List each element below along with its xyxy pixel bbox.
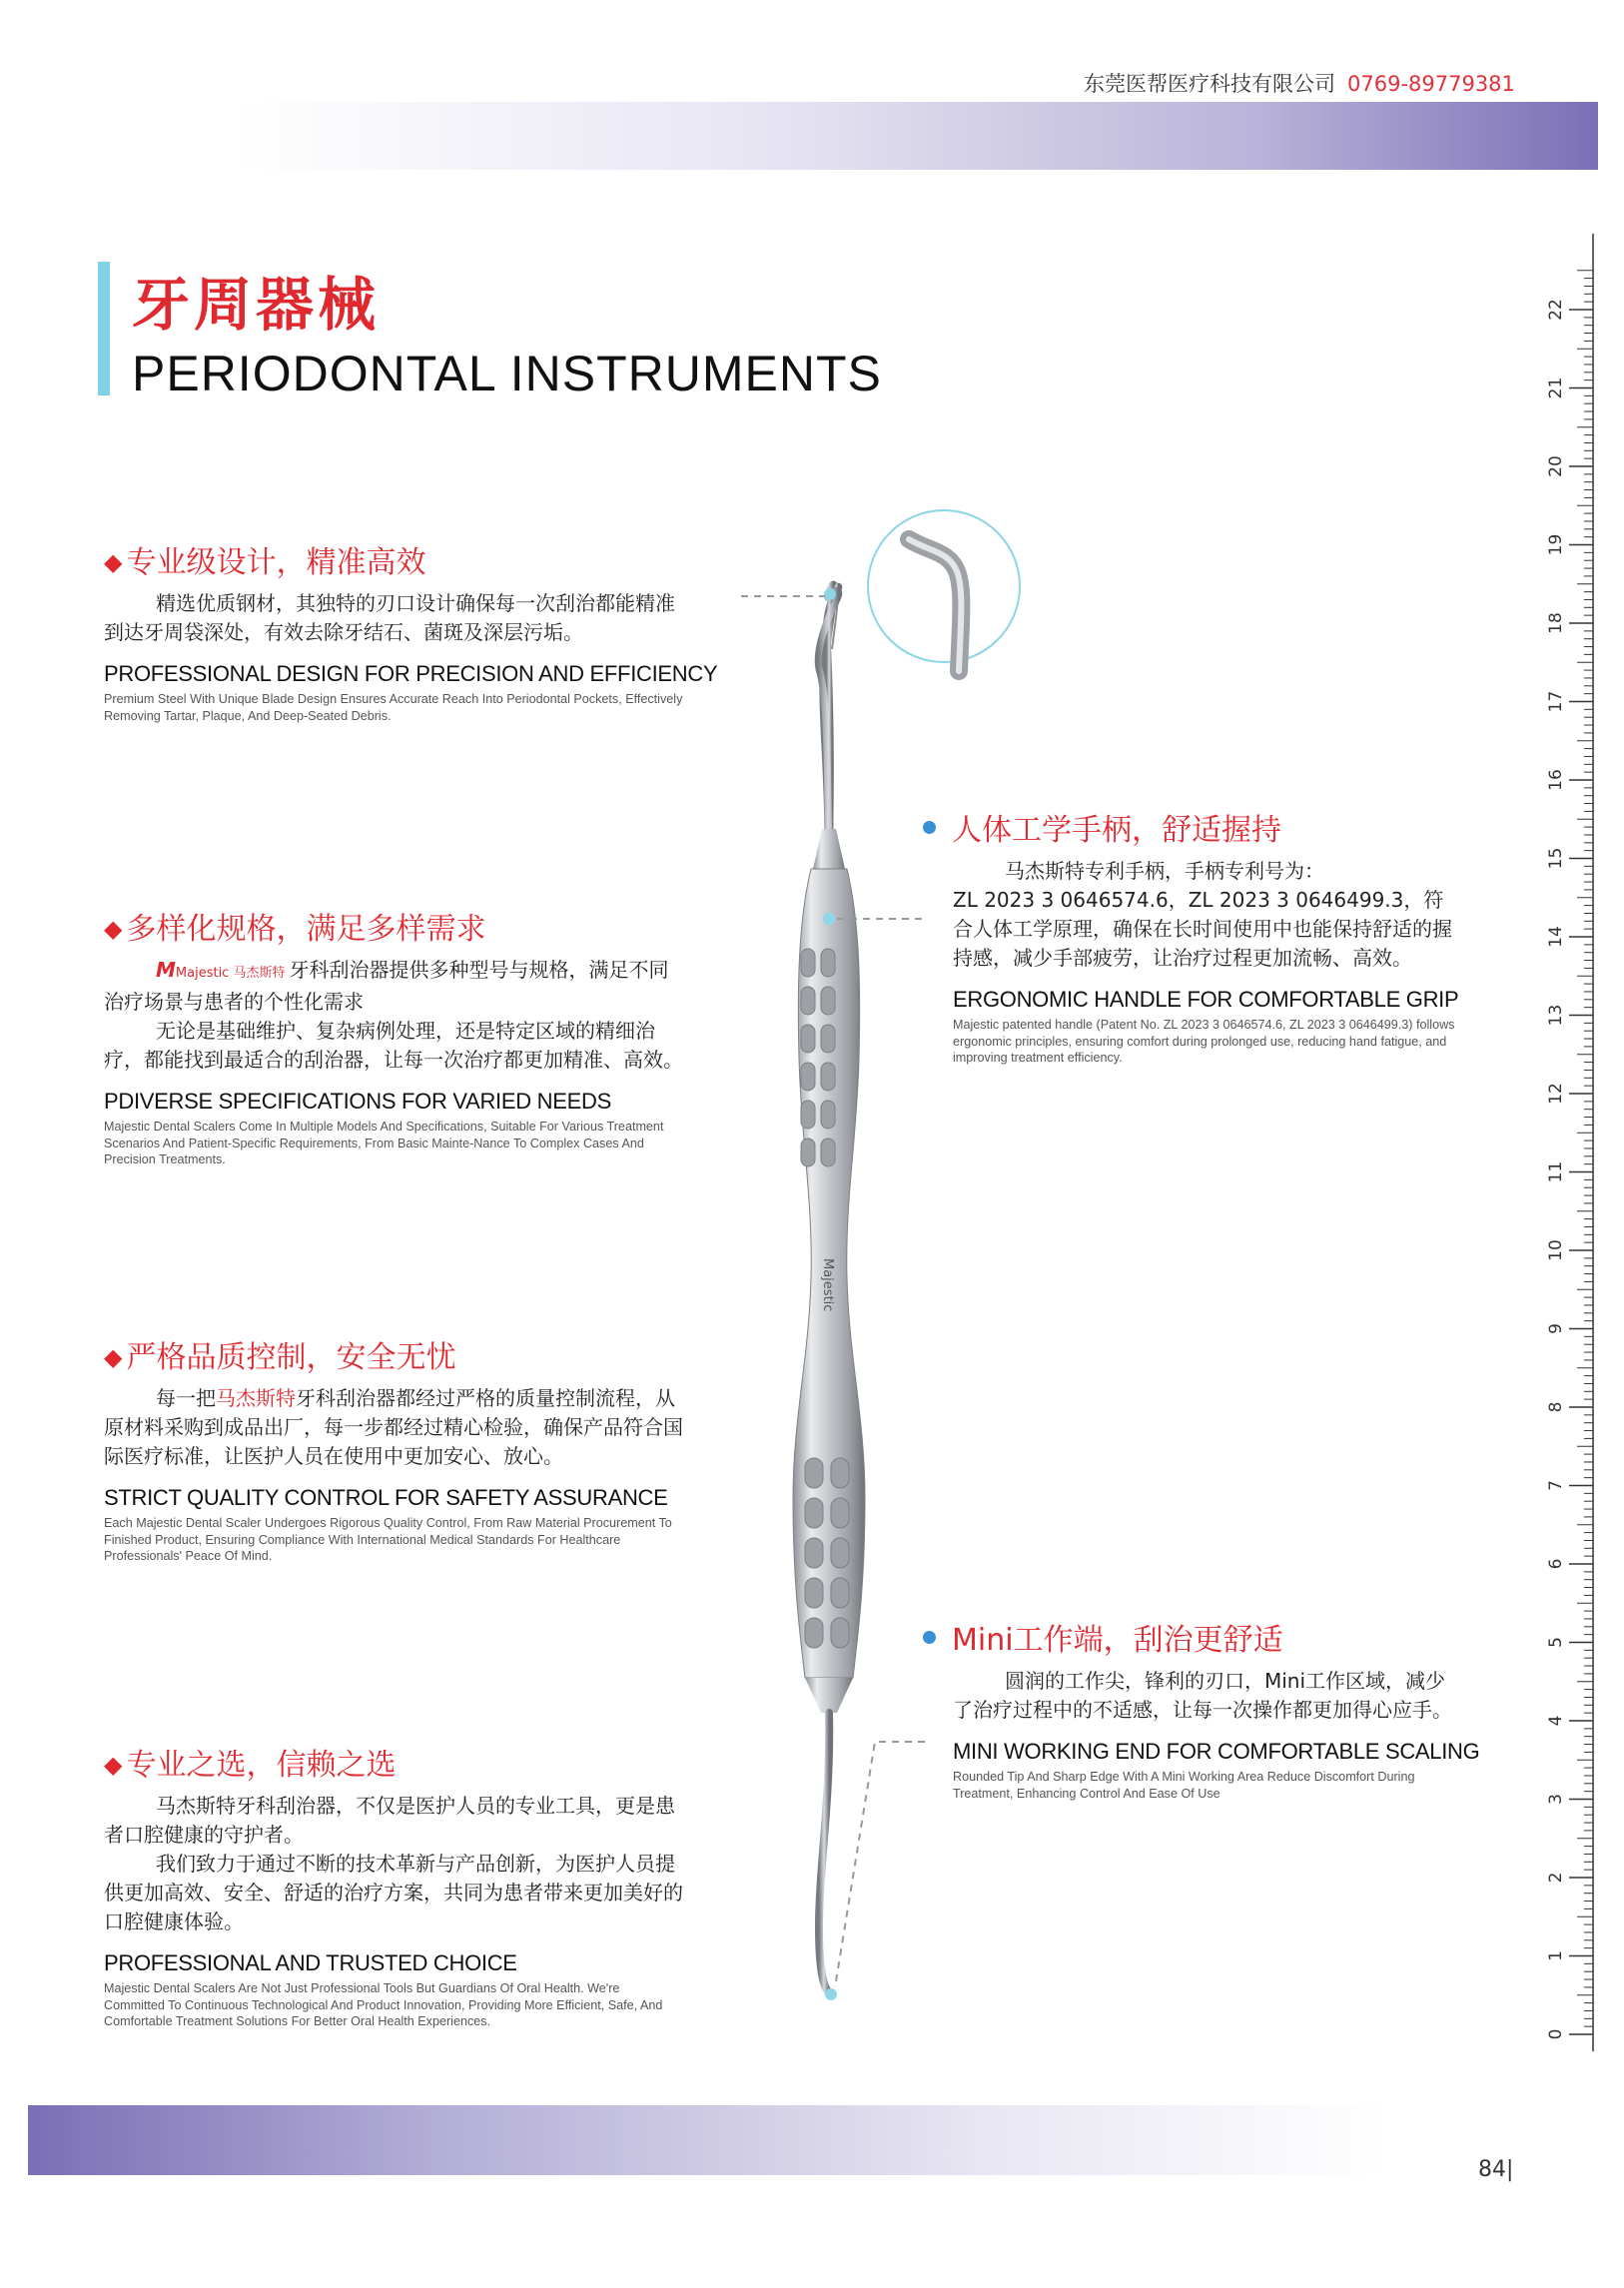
ruler-label: 0	[1546, 2028, 1566, 2040]
feature-en-desc: Majestic Dental Scalers Come In Multiple Models And Specifications, Suitable For Various Treatment Scenarios And Patient-Specific Requirements, From Basic Mainte-Nance To Complex Cases And Precision Treatments.	[104, 1120, 664, 1166]
feature-en-title: ERGONOMIC HANDLE FOR COMFORTABLE GRIP	[953, 987, 1459, 1012]
measurement-ruler	[1546, 234, 1603, 2051]
ruler-label: 11	[1546, 1160, 1566, 1183]
feature-heading: 人体工学手柄，舒适握持	[923, 805, 1462, 849]
feature-body: 马杰斯特专利手柄，手柄专利号为： ZL 2023 3 0646574.6，ZL 2023 3 0646499.3，符合人体工学原理，确保在长时间使用中也能保持舒适的握持感，减少手部疲劳，让治疗过程更加流畅、高效。	[953, 859, 1452, 970]
ruler-label: 4	[1546, 1715, 1566, 1727]
ruler-label: 10	[1546, 1239, 1566, 1261]
zoomed-tip-icon	[869, 511, 1019, 661]
ruler-label: 13	[1546, 1004, 1566, 1027]
ruler-label: 22	[1546, 299, 1566, 321]
company-phone: 0769-89779381	[1347, 72, 1515, 96]
feature-heading: ◆ 专业级设计，精准高效	[104, 545, 426, 580]
ruler-label: 9	[1546, 1323, 1566, 1334]
feature-body: 精选优质钢材，其独特的刃口设计确保每一次刮治都能精准到达牙周袋深处，有效去除牙结石、菌斑及深层污垢。	[104, 591, 675, 644]
instrument-engraving: Majestic	[820, 1258, 835, 1312]
feature-en-title: PROFESSIONAL DESIGN FOR PRECISION AND EFFICIENCY	[104, 661, 718, 686]
ruler-label: 16	[1546, 769, 1566, 791]
ruler-label: 3	[1546, 1794, 1566, 1805]
ruler-label: 18	[1546, 612, 1566, 634]
ruler-label: 14	[1546, 926, 1566, 948]
feature-heading: ◆ 多样化规格，满足多样需求	[104, 912, 486, 947]
ruler-ticks	[1569, 271, 1593, 2034]
feature-en-desc: Rounded Tip And Sharp Edge With A Mini Working Area Reduce Discomfort During Treatment, Enhancing Control And Ease Of Use	[953, 1770, 1415, 1801]
ruler-label: 8	[1546, 1401, 1566, 1413]
diamond-bullet-icon: ◆	[104, 915, 123, 943]
feature-body: MMajestic 马杰斯特 牙科刮治器提供多种型号与规格，满足不同治疗场景与患者的个性化需求 无论是基础维护、复杂病例处理，还是特定区域的精细治疗，都能找到最适合的刮治器，让每一次治疗都更加精准、高效。	[104, 958, 683, 1072]
ruler-label: 15	[1546, 847, 1566, 870]
feature-en-desc: Each Majestic Dental Scaler Undergoes Rigorous Quality Control, From Raw Material Procurement To Finished Product, Ensuring Compliance With International Medical Standards For Healthcare Professionals' Peace Of Mind.	[104, 1516, 672, 1563]
tip-zoom-circle	[867, 509, 1021, 663]
feature-heading: ◆ 严格品质控制，安全无忧	[104, 1340, 456, 1375]
feature-en-title: PDIVERSE SPECIFICATIONS FOR VARIED NEEDS	[104, 1089, 611, 1114]
feature-en-title: MINI WORKING END FOR COMFORTABLE SCALING	[953, 1739, 1480, 1764]
diamond-bullet-icon: ◆	[104, 1751, 123, 1779]
page-title-en: PERIODONTAL INSTRUMENTS	[132, 346, 882, 401]
ruler-label: 20	[1546, 455, 1566, 477]
ruler-label: 6	[1546, 1558, 1566, 1570]
feature-body: 马杰斯特牙科刮治器，不仅是医护人员的专业工具，更是患者口腔健康的守护者。 我们致力于通过不断的技术革新与产品创新，为医护人员提供更加高效、安全、舒适的治疗方案，共同为患者带来更加美好的口腔健康体验。	[104, 1794, 683, 1933]
page-number: 84|	[1478, 2157, 1514, 2182]
feature-en-desc: Premium Steel With Unique Blade Design Ensures Accurate Reach Into Periodontal Pockets, Effectively Removing Tartar, Plaque, And Deep-Seated Debris.	[104, 692, 683, 723]
leader-line-mini	[835, 1742, 925, 1987]
feature-heading: Mini工作端，刮治更舒适	[923, 1615, 1462, 1659]
ruler-label: 1	[1546, 1950, 1566, 1961]
bottom-gradient-band	[28, 2105, 1388, 2175]
feature-heading: ◆ 专业之选，信赖之选	[104, 1748, 397, 1783]
feature-body: 每一把马杰斯特牙科刮治器都经过严格的质量控制流程，从原材料采购到成品出厂，每一步都经过精心检验，确保产品符合国际医疗标准，让医护人员在使用中更加安心、放心。	[104, 1386, 683, 1468]
majestic-logo: MMajestic 马杰斯特	[156, 958, 286, 982]
feature-en-title: PROFESSIONAL AND TRUSTED CHOICE	[104, 1950, 517, 1975]
ruler-label: 19	[1546, 533, 1566, 556]
feature-en-title: STRICT QUALITY CONTROL FOR SAFETY ASSURANCE	[104, 1485, 668, 1510]
feature-en-desc: Majestic Dental Scalers Are Not Just Professional Tools But Guardians Of Oral Health. We're Committed To Continuous Technological And Product Innovation, Providing More Efficient, Safe, And Comfortable Treatment Solutions For Better Oral Health Experiences.	[104, 1981, 663, 2028]
ruler-label: 17	[1546, 690, 1566, 713]
company-name: 东莞医帮医疗科技有限公司	[1084, 72, 1335, 96]
feature-en-desc: Majestic patented handle (Patent No. ZL 2023 3 0646574.6, ZL 2023 3 0646499.3) follows ergonomic principles, ensuring comfort during prolonged use, reducing hand fatigue, and improving treatment efficiency.	[953, 1018, 1455, 1065]
ruler-label: 2	[1546, 1872, 1566, 1884]
ruler-label: 12	[1546, 1083, 1566, 1105]
diamond-bullet-icon: ◆	[104, 1343, 123, 1371]
feature-body: 圆润的工作尖，锋利的刃口，Mini工作区域，减少了治疗过程中的不适感，让每一次操作都更加得心应手。	[953, 1669, 1452, 1722]
ruler-label: 7	[1546, 1480, 1566, 1491]
ruler-label: 5	[1546, 1637, 1566, 1648]
ruler-label: 21	[1546, 377, 1566, 399]
page-title-cn: 牙周器械	[132, 271, 381, 339]
diamond-bullet-icon: ◆	[104, 548, 123, 576]
